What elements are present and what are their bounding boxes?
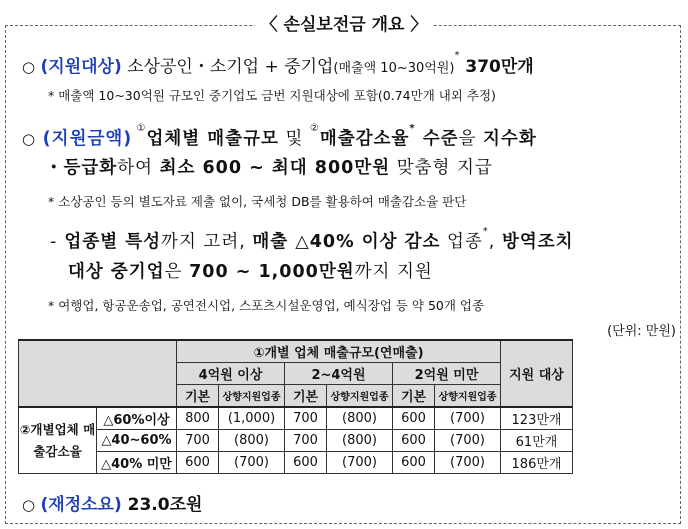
value-cell: (700): [435, 452, 501, 474]
target-cell: 186만개: [501, 452, 573, 474]
value-cell: (700): [435, 430, 501, 452]
value-cell: (700): [327, 452, 393, 474]
value-cell: (1,000): [219, 407, 285, 430]
value-cell: (800): [327, 430, 393, 452]
table-row: [19, 430, 573, 452]
value-cell: 600: [393, 452, 435, 474]
value-cell: (800): [327, 407, 393, 430]
value-cell: 800: [177, 407, 219, 430]
target-label: (지원대상): [40, 57, 122, 77]
special-note: * 여행업, 항공운송업, 공연전시업, 스포츠시설운영업, 예식장업 등 약 50개 업종: [48, 298, 485, 313]
row-label: △40% 미만: [97, 452, 177, 474]
upgrade-header: 상향지원업종: [327, 385, 393, 408]
amount-note: * 소상공인 등의 별도자료 제출 없이, 국세청 DB를 활용하여 매출감소율 판단: [48, 194, 467, 209]
target-note: * 매출액 10~30억원 규모인 중기업도 금번 지원대상에 포함(0.74만개 내외 추정): [48, 88, 496, 103]
value-cell: 600: [177, 452, 219, 474]
value-cell: (800): [219, 430, 285, 452]
amount-line-2: ・등급화하여 최소 600 ~ 최대 800만원 맞춤형 지급: [45, 158, 493, 178]
target-line: ○ (지원대상) 소상공인・소기업 + 중기업(매출액 10~30억원)* 370만개: [22, 50, 534, 77]
table-row: [19, 407, 573, 430]
value-cell: (700): [435, 407, 501, 430]
value-cell: 600: [393, 430, 435, 452]
budget-label: (재정소요): [40, 495, 122, 515]
target-header: 지원 대상: [501, 340, 573, 407]
size-header-3: 2억원 미만: [393, 363, 501, 385]
value-cell: 600: [393, 407, 435, 430]
target-count: 370만개: [459, 57, 534, 77]
value-cell: (700): [219, 452, 285, 474]
value-cell: 700: [285, 407, 327, 430]
row-label: △60%이상: [97, 407, 177, 430]
special-line-1: - 업종별 특성까지 고려, 매출 △40% 이상 감소 업종*, 방역조치: [50, 226, 574, 252]
support-table: [18, 339, 573, 474]
upgrade-header: 상향지원업종: [435, 385, 501, 408]
unit-label: (단위: 만원): [607, 324, 676, 339]
value-cell: 700: [177, 430, 219, 452]
amount-line-1: ○ (지원금액) ①업체별 매출규모 및 ②매출감소율* 수준을 지수화: [22, 123, 537, 149]
size-header-2: 2~4억원: [285, 363, 393, 385]
table-row: [19, 452, 573, 474]
budget-line: ○ (재정소요) 23.0조원: [22, 495, 203, 515]
value-cell: 600: [285, 452, 327, 474]
row-group-header: ②개별업체 매출감소율: [19, 407, 97, 474]
corner-cell: [19, 340, 177, 407]
budget-value: 23.0조원: [121, 495, 203, 515]
page-title: 〈 손실보전금 개요 〉: [0, 10, 688, 35]
basic-header: 기본: [285, 385, 327, 408]
amount-label: (지원금액): [42, 129, 133, 149]
basic-header: 기본: [393, 385, 435, 408]
size-group-header: ①개별 업체 매출규모(연매출): [177, 340, 501, 363]
upgrade-header: 상향지원업종: [219, 385, 285, 408]
target-cell: 123만개: [501, 407, 573, 430]
target-cell: 61만개: [501, 430, 573, 452]
special-line-2: 대상 중기업은 700 ~ 1,000만원까지 지원: [68, 262, 433, 282]
value-cell: 700: [285, 430, 327, 452]
row-label: △40~60%: [97, 430, 177, 452]
size-header-1: 4억원 이상: [177, 363, 285, 385]
basic-header: 기본: [177, 385, 219, 408]
